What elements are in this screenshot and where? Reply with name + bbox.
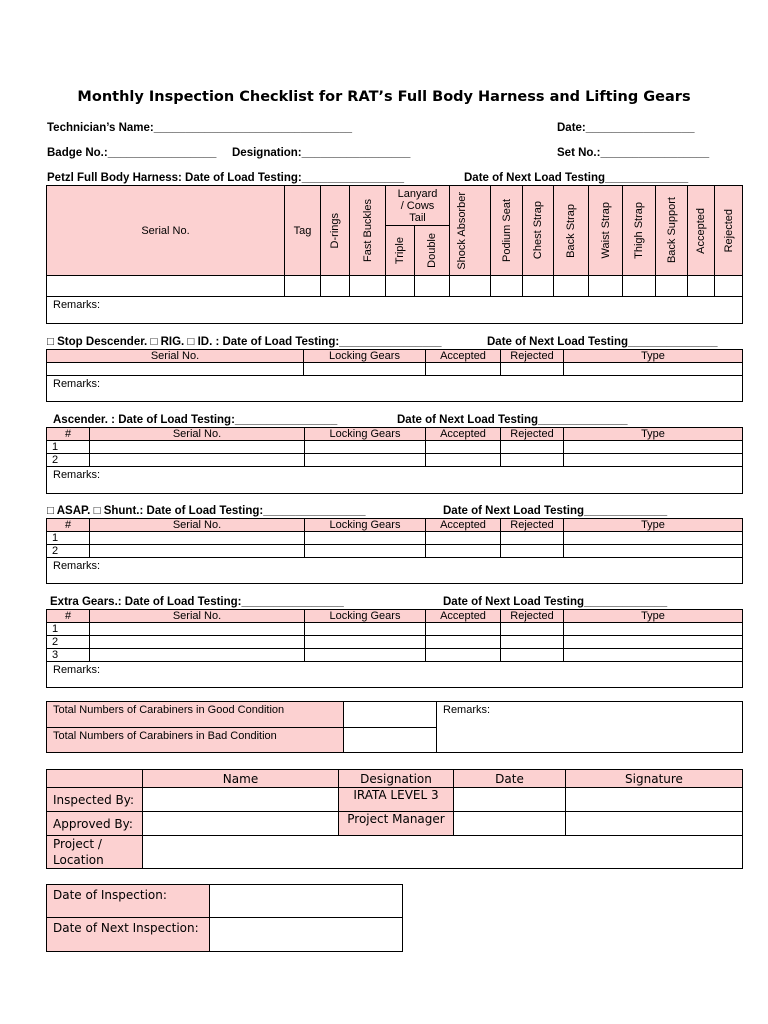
descender-col-accepted: Accepted <box>426 350 501 363</box>
approved-by-signature[interactable] <box>566 812 743 836</box>
descender-col-type: Type <box>564 350 743 363</box>
badge-no-field[interactable]: Badge No.:_________________ <box>47 147 217 159</box>
inspected-by-designation: IRATA LEVEL 3 <box>339 788 454 812</box>
asap-remarks[interactable]: Remarks: <box>47 558 743 584</box>
carabiners-good-input[interactable] <box>344 702 437 728</box>
table-row[interactable] <box>47 454 743 467</box>
extra-col-rejected: Rejected <box>501 610 564 623</box>
table-row[interactable] <box>47 545 743 558</box>
ascender-col-type: Type <box>564 428 743 441</box>
extra-col-serial: Serial No. <box>90 610 305 623</box>
harness-col-chest: Chest Strap <box>532 201 545 260</box>
date-field[interactable]: Date:_________________ <box>557 122 695 134</box>
ascender-col-serial: Serial No. <box>90 428 305 441</box>
harness-col-shock: Shock Absorber <box>456 191 469 270</box>
inspected-by-label: Inspected By: <box>47 788 143 812</box>
date-of-next-inspection-input[interactable] <box>210 918 403 952</box>
carabiners-remarks[interactable]: Remarks: <box>437 702 743 753</box>
table-row[interactable] <box>47 441 743 454</box>
date-of-inspection-label: Date of Inspection: <box>47 885 210 918</box>
descender-col-serial: Serial No. <box>47 350 304 363</box>
signoff-col-name: Name <box>143 770 339 788</box>
extra-col-hash: # <box>47 610 90 623</box>
ascender-col-accepted: Accepted <box>426 428 501 441</box>
harness-col-rejected: Rejected <box>722 208 735 253</box>
signoff-col-designation: Designation <box>339 770 454 788</box>
extra-col-type: Type <box>564 610 743 623</box>
set-no-field[interactable]: Set No.:_________________ <box>557 147 710 159</box>
row-number: 2 <box>47 545 90 558</box>
harness-table <box>46 185 743 324</box>
asap-col-serial: Serial No. <box>90 519 305 532</box>
harness-col-drings: D-rings <box>329 212 341 249</box>
row-number: 1 <box>47 532 90 545</box>
inspected-by-signature[interactable] <box>566 788 743 812</box>
asap-col-hash: # <box>47 519 90 532</box>
carabiners-good-label: Total Numbers of Carabiners in Good Condition <box>47 702 344 728</box>
table-row[interactable] <box>47 623 743 636</box>
inspected-by-name[interactable] <box>143 788 339 812</box>
harness-col-lanyard: Lanyard / Cows Tail <box>386 186 450 226</box>
ascender-col-locking: Locking Gears <box>305 428 426 441</box>
harness-load-testing-field[interactable]: Petzl Full Body Harness: Date of Load Testing:________________ <box>47 172 405 184</box>
signoff-col-signature: Signature <box>566 770 743 788</box>
harness-col-fast-buckles: Fast Buckles <box>361 199 374 262</box>
extra-gears-remarks[interactable]: Remarks: <box>47 662 743 688</box>
date-of-next-inspection-label: Date of Next Inspection: <box>47 918 210 952</box>
ascender-col-rejected: Rejected <box>501 428 564 441</box>
technician-name-field[interactable]: Technician’s Name:_______________________________ <box>47 122 352 134</box>
asap-col-accepted: Accepted <box>426 519 501 532</box>
ascender-remarks[interactable]: Remarks: <box>47 467 743 494</box>
inspected-by-date[interactable] <box>454 788 566 812</box>
harness-col-thigh: Thigh Strap <box>633 202 646 259</box>
extra-gears-heading[interactable]: Extra Gears.: Date of Load Testing:________________ <box>50 596 344 608</box>
signoff-col-date: Date <box>454 770 566 788</box>
table-row[interactable] <box>47 276 743 297</box>
page-title: Monthly Inspection Checklist for RAT’s Full Body Harness and Lifting Gears <box>77 89 691 105</box>
descender-heading[interactable]: □ Stop Descender. □ RIG. □ ID. : Date of Load Testing:________________ <box>47 336 442 348</box>
harness-next-load-testing-field[interactable]: Date of Next Load Testing_____________ <box>464 172 689 184</box>
approved-by-name[interactable] <box>143 812 339 836</box>
designation-field[interactable]: Designation:_________________ <box>232 147 411 159</box>
table-row[interactable] <box>47 363 743 376</box>
table-row[interactable] <box>47 636 743 649</box>
harness-col-accepted: Accepted <box>695 207 708 254</box>
extra-col-accepted: Accepted <box>426 610 501 623</box>
harness-col-waist: Waist Strap <box>599 202 612 259</box>
descender-next-load-testing[interactable]: Date of Next Load Testing______________ <box>487 336 718 348</box>
carabiners-table <box>46 701 743 753</box>
asap-col-type: Type <box>564 519 743 532</box>
harness-col-serial: Serial No. <box>47 186 285 276</box>
project-location-label: Project / Location <box>47 836 143 869</box>
date-of-inspection-input[interactable] <box>210 885 403 918</box>
ascender-heading[interactable]: Ascender. : Date of Load Testing:________________ <box>53 414 338 426</box>
table-row[interactable] <box>47 649 743 662</box>
asap-col-rejected: Rejected <box>501 519 564 532</box>
row-number: 1 <box>47 623 90 636</box>
descender-table <box>46 349 743 402</box>
approved-by-date[interactable] <box>454 812 566 836</box>
ascender-next-load-testing[interactable]: Date of Next Load Testing______________ <box>397 414 628 426</box>
asap-col-locking: Locking Gears <box>305 519 426 532</box>
extra-gears-next-load-testing[interactable]: Date of Next Load Testing_____________ <box>443 596 668 608</box>
ascender-table <box>46 427 743 494</box>
extra-col-locking: Locking Gears <box>305 610 426 623</box>
row-number: 2 <box>47 636 90 649</box>
harness-col-back: Back Strap <box>565 203 578 258</box>
approved-by-label: Approved By: <box>47 812 143 836</box>
asap-next-load-testing[interactable]: Date of Next Load Testing_____________ <box>443 505 668 517</box>
approved-by-designation: Project Manager <box>339 812 454 836</box>
descender-remarks[interactable]: Remarks: <box>47 376 743 402</box>
ascender-col-hash: # <box>47 428 90 441</box>
row-number: 2 <box>47 454 90 467</box>
asap-table <box>46 518 743 584</box>
descender-col-locking: Locking Gears <box>304 350 426 363</box>
carabiners-bad-input[interactable] <box>344 728 437 753</box>
harness-col-triple: Triple <box>394 236 406 265</box>
descender-col-rejected: Rejected <box>501 350 564 363</box>
harness-col-back-support: Back Support <box>665 197 678 264</box>
harness-col-podium: Podium Seat <box>500 199 513 262</box>
signoff-table <box>46 769 743 869</box>
row-number: 1 <box>47 441 90 454</box>
carabiners-bad-label: Total Numbers of Carabiners in Bad Condition <box>47 728 344 753</box>
asap-heading[interactable]: □ ASAP. □ Shunt.: Date of Load Testing:________________ <box>47 505 366 517</box>
row-number: 3 <box>47 649 90 662</box>
harness-col-double: Double <box>426 233 438 268</box>
harness-col-tag: Tag <box>285 186 321 276</box>
project-location-input[interactable] <box>143 836 743 869</box>
inspection-dates-table <box>46 884 403 952</box>
table-row[interactable] <box>47 532 743 545</box>
extra-gears-table <box>46 609 743 688</box>
harness-remarks[interactable]: Remarks: <box>47 297 743 324</box>
